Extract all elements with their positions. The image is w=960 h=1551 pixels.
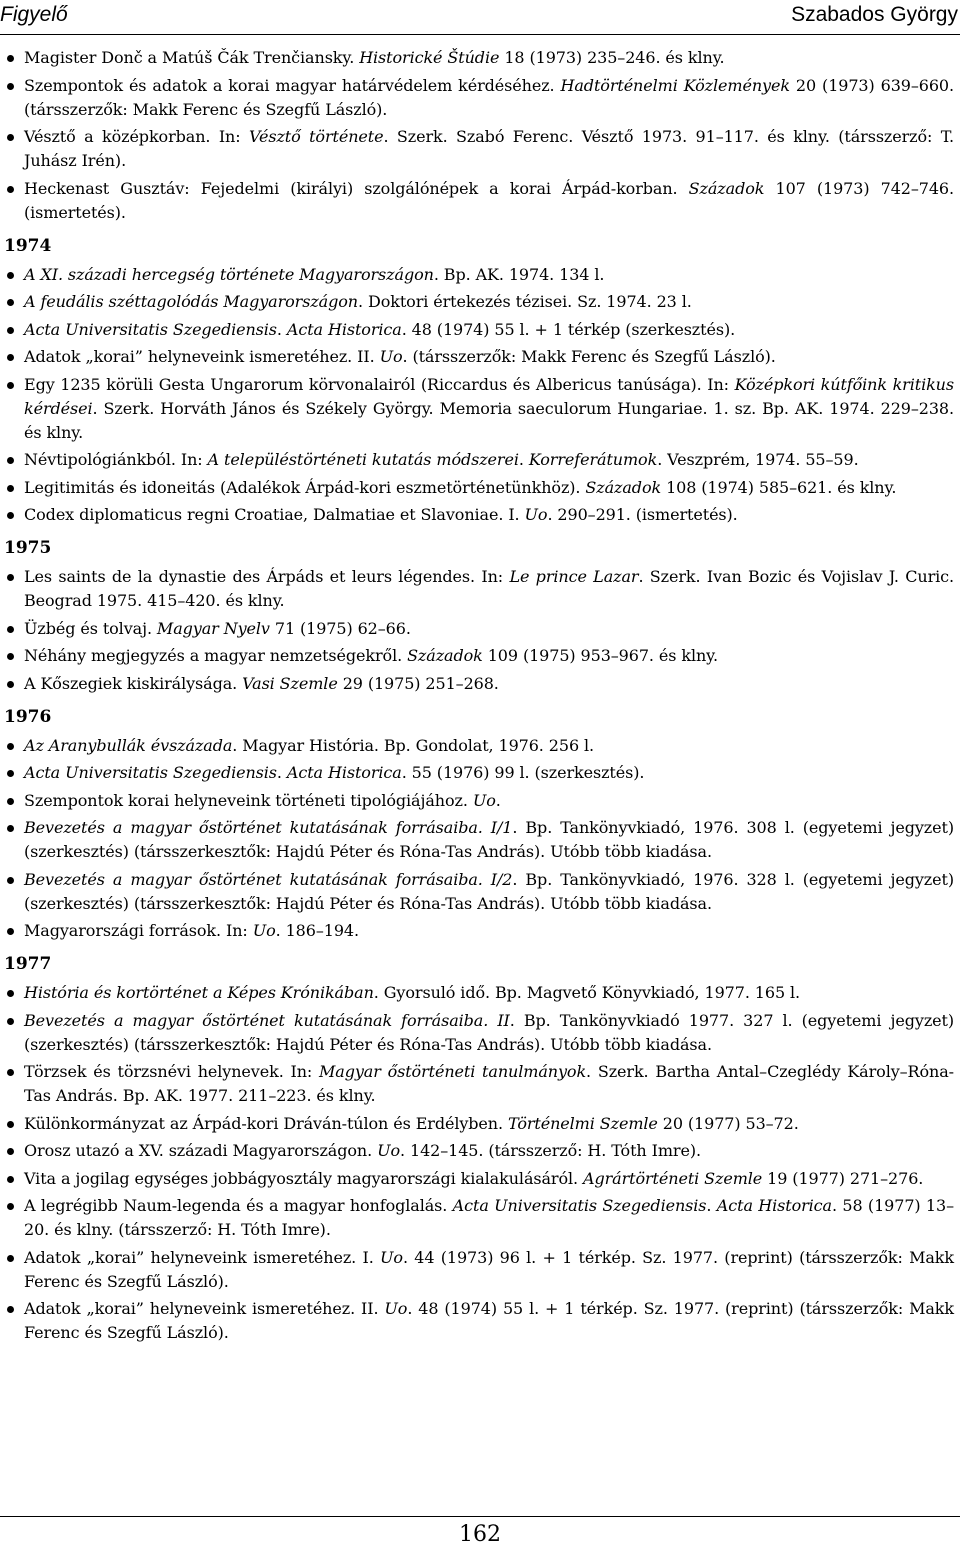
entry-text: Szempontok korai helyneveink történeti tipológiájához. bbox=[24, 790, 473, 810]
entry-title-italic: Uo bbox=[252, 921, 276, 940]
bibliography-entry bbox=[0, 1167, 958, 1191]
entry-title-italic: Acta Historica bbox=[716, 1196, 832, 1215]
entry-text: Magyarországi források. In: bbox=[24, 921, 253, 940]
bibliography-entry bbox=[0, 644, 958, 668]
bibliography-entry bbox=[0, 868, 958, 916]
entry-text: 19 (1977) 271–276. bbox=[762, 1168, 924, 1188]
entry-title-italic: Bevezetés a magyar őstörténet kutatásának forrásaiba. I/2 bbox=[24, 869, 513, 889]
entry-list bbox=[0, 981, 958, 1345]
entry-text: Adatok „korai” helyneveink ismeretéhez. II. bbox=[24, 347, 380, 366]
entry-text: Orosz utazó a XV. századi Magyarországon. bbox=[24, 1141, 378, 1160]
bibliography-entry bbox=[0, 476, 958, 500]
bibliography-list bbox=[0, 46, 958, 1349]
year-heading: 1977 bbox=[4, 954, 52, 974]
entry-title-italic: Le prince Lazar bbox=[509, 567, 639, 586]
bibliography-entry bbox=[0, 1139, 958, 1163]
entry-title-italic: Agrártörténeti Szemle bbox=[583, 1168, 763, 1188]
entry-text: 107 (1973) 742–746. (ismertetés). bbox=[24, 178, 954, 222]
entry-title-italic: Magyar Nyelv bbox=[156, 618, 270, 638]
entry-text: Legitimitás és idoneitás (Adalékok Árpád-kori eszmetörténetünkhöz). bbox=[24, 477, 586, 497]
entry-text: Vésztő a középkorban. In: bbox=[24, 127, 249, 146]
entry-text: . Gyorsuló idő. Bp. Magvető Könyvkiadó, 1977. 165 l. bbox=[373, 983, 801, 1002]
entry-text: A Kőszegiek kiskirálysága. bbox=[24, 673, 243, 693]
entry-text: Néhány megjegyzés a magyar nemzetségekről. bbox=[24, 646, 408, 665]
entry-title-italic: Uo bbox=[379, 347, 403, 366]
entry-title-italic: Uo bbox=[384, 1299, 408, 1318]
entry-text: . bbox=[518, 450, 529, 469]
entry-text: Codex diplomaticus regni Croatiae, Dalmatiae et Slavoniae. I. bbox=[24, 505, 525, 524]
bibliography-entry bbox=[0, 290, 958, 314]
entry-list bbox=[0, 263, 958, 528]
bibliography-entry bbox=[0, 672, 958, 696]
entry-title-italic: Uo bbox=[472, 790, 496, 810]
entry-text: 20 (1973) 639–660. (társszerzők: Makk Ferenc és Szegfű László). bbox=[24, 75, 954, 119]
entry-title-italic: Bevezetés a magyar őstörténet kutatásának forrásaiba. II bbox=[24, 1010, 510, 1030]
bibliography-entry bbox=[0, 761, 958, 785]
bibliography-entry bbox=[0, 919, 958, 943]
entry-title-italic: Történelmi Szemle bbox=[507, 1113, 658, 1133]
bibliography-entry bbox=[0, 1112, 958, 1136]
entry-title-italic: Uo bbox=[377, 1141, 401, 1160]
entry-title-italic: Korreferátumok bbox=[528, 450, 658, 469]
entry-title-italic: Századok bbox=[688, 178, 765, 198]
entry-text: . Doktori értekezés tézisei. Sz. 1974. 23 l. bbox=[358, 292, 692, 311]
entry-text: . 48 (1974) 55 l. + 1 térkép. Sz. 1977. (reprint) (társszerzők: Makk Ferenc és Szegfű László). bbox=[24, 1299, 954, 1342]
bibliography-entry bbox=[0, 46, 958, 70]
entry-title-italic: Hadtörténelmi Közlemények bbox=[560, 75, 790, 95]
bibliography-entry bbox=[0, 318, 958, 342]
entry-title-italic: Magyar őstörténeti tanulmányok bbox=[319, 1062, 587, 1081]
entry-title-italic: Acta Universitatis Szegediensis bbox=[24, 319, 277, 339]
entry-text: . 290–291. (ismertetés). bbox=[547, 505, 738, 524]
entry-text: 71 (1975) 62–66. bbox=[269, 618, 411, 638]
entry-title-italic: História és kortörténet a Képes Krónikában bbox=[24, 983, 374, 1002]
entry-text: Les saints de la dynastie des Árpáds et leurs légendes. In: bbox=[24, 567, 510, 586]
entry-text: Heckenast Gusztáv: Fejedelmi (királyi) szolgálónépek a korai Árpád-korban. bbox=[24, 178, 689, 198]
entry-text: Névtipológiánkból. In: bbox=[24, 450, 208, 469]
entry-text: 18 (1973) 235–246. és klny. bbox=[499, 48, 725, 67]
bibliography-entry bbox=[0, 816, 958, 864]
entry-text: Adatok „korai” helyneveink ismeretéhez. I. bbox=[24, 1247, 381, 1267]
entry-title-italic: Bevezetés a magyar őstörténet kutatásának forrásaiba. I/1 bbox=[24, 818, 513, 837]
entry-text: . bbox=[495, 790, 501, 810]
year-heading: 1975 bbox=[4, 538, 52, 558]
entry-text: . Bp. Tankönyvkiadó, 1976. 328 l. (egyetemi jegyzet) (szerkesztés) (társszerkesztők: Hajdú Péter és Róna-Tas András). Utóbb több kiadása. bbox=[24, 869, 954, 913]
bibliography-entry bbox=[0, 448, 958, 472]
entry-text: . Bp. Tankönyvkiadó, 1976. 308 l. (egyetemi jegyzet) (szerkesztés) (társszerkesztők: Hajdú Péter és Róna-Tas András). Utóbb több kiadása. bbox=[24, 818, 954, 861]
bibliography-entry bbox=[0, 345, 958, 369]
bibliography-entry bbox=[0, 565, 958, 613]
bibliography-entry bbox=[0, 734, 958, 758]
entry-text: . 58 (1977) 13–20. és klny. (társszerző: H. Tóth Imre). bbox=[24, 1196, 954, 1239]
entry-list bbox=[0, 46, 958, 225]
entry-text: 29 (1975) 251–268. bbox=[337, 673, 499, 693]
bibliography-entry bbox=[0, 74, 958, 122]
entry-text: . Bp. AK. 1974. 134 l. bbox=[433, 264, 605, 284]
entry-title-italic: Vésztő története bbox=[249, 127, 384, 146]
entry-list bbox=[0, 565, 958, 696]
entry-text: A legrégibb Naum-legenda és a magyar honfoglalás. bbox=[24, 1196, 453, 1215]
entry-title-italic: A XI. századi hercegség története Magyarországon bbox=[24, 264, 434, 284]
bibliography-entry bbox=[0, 373, 958, 445]
entry-text: . 44 (1973) 96 l. + 1 térkép. Sz. 1977. (reprint) (társszerzők: Makk Ferenc és Szegfű László). bbox=[24, 1247, 954, 1291]
entry-text: . Szerk. Szabó Ferenc. Vésztő 1973. 91–117. és klny. (társszerző: T. Juhász Irén). bbox=[24, 127, 954, 170]
bibliography-entry bbox=[0, 1246, 958, 1294]
entry-text: . bbox=[276, 763, 287, 782]
bibliography-entry bbox=[0, 177, 958, 225]
bibliography-entry bbox=[0, 503, 958, 527]
entry-title-italic: Acta Universitatis Szegediensis bbox=[452, 1196, 707, 1215]
entry-text: . (társszerzők: Makk Ferenc és Szegfű László). bbox=[402, 347, 776, 366]
entry-text: . 142–145. (társszerző: H. Tóth Imre). bbox=[400, 1141, 701, 1160]
entry-title-italic: Uo bbox=[380, 1247, 403, 1267]
entry-text: Törzsek és törzsnévi helynevek. In: bbox=[24, 1062, 319, 1081]
bibliography-entry bbox=[0, 789, 958, 813]
entry-title-italic: Századok bbox=[585, 477, 662, 497]
entry-text: . 55 (1976) 99 l. (szerkesztés). bbox=[401, 763, 645, 782]
entry-text: . Szerk. Horváth János és Székely György. Memoria saeculorum Hungariae. 1. sz. Bp. AK. 1974. 229–238. és klny. bbox=[24, 398, 954, 442]
entry-text: . Veszprém, 1974. 55–59. bbox=[657, 450, 859, 469]
bibliography-entry bbox=[0, 1297, 958, 1345]
running-header bbox=[0, 0, 960, 34]
entry-text: . Bp. Tankönyvkiadó 1977. 327 l. (egyetemi jegyzet) (szerkesztés) (társszerkesztők: Hajdú Péter és Róna-Tas András). Utóbb több kiadása. bbox=[24, 1010, 954, 1054]
entry-text: Üzbég és tolvaj. bbox=[24, 618, 157, 638]
page-number: 162 bbox=[459, 1522, 501, 1547]
entry-text: Szempontok és adatok a korai magyar határvédelem kérdéséhez. bbox=[24, 75, 561, 95]
entry-title-italic: Acta Historica bbox=[286, 763, 402, 782]
entry-list bbox=[0, 734, 958, 944]
bibliography-entry bbox=[0, 617, 958, 641]
entry-title-italic: Uo bbox=[524, 505, 548, 524]
entry-text: 109 (1975) 953–967. és klny. bbox=[482, 646, 718, 665]
bibliography-entry bbox=[0, 263, 958, 287]
entry-title-italic: Historické Štúdie bbox=[359, 48, 500, 67]
entry-title-italic: Acta Historica bbox=[286, 319, 402, 339]
entry-text: 20 (1977) 53–72. bbox=[657, 1113, 799, 1133]
entry-text: Magister Donč a Matúš Čák Trenčiansky. bbox=[24, 48, 360, 67]
bibliography-entry bbox=[0, 1060, 958, 1108]
year-heading: 1976 bbox=[4, 706, 52, 727]
entry-title-italic: Az Aranybullák évszázada bbox=[24, 735, 233, 755]
bibliography-entry bbox=[0, 1194, 958, 1242]
entry-title-italic: Vasi Szemle bbox=[242, 673, 338, 693]
footer-divider bbox=[0, 1516, 960, 1517]
entry-text: . Szerk. Ivan Bozic és Vojislav J. Curic. Beograd 1975. 415–420. és klny. bbox=[24, 567, 955, 610]
header-divider bbox=[0, 34, 960, 35]
section-title: Figyelő bbox=[0, 3, 68, 26]
entry-text: Különkormányzat az Árpád-kori Dráván-túlon és Erdélyben. bbox=[24, 1113, 508, 1133]
bibliography-entry bbox=[0, 125, 958, 173]
entry-title-italic: Középkori kútfőink kritikus kérdései bbox=[24, 374, 955, 418]
entry-text: . bbox=[706, 1196, 717, 1215]
entry-text: . Magyar História. Bp. Gondolat, 1976. 256 l. bbox=[232, 735, 595, 755]
entry-text: . bbox=[276, 319, 287, 339]
entry-text: . 186–194. bbox=[275, 921, 359, 940]
author-name: Szabados György bbox=[791, 3, 958, 26]
entry-title-italic: A településtörténeti kutatás módszerei bbox=[207, 450, 519, 469]
entry-text: . 48 (1974) 55 l. + 1 térkép (szerkesztés). bbox=[401, 319, 736, 339]
entry-text: Adatok „korai” helyneveink ismeretéhez. II. bbox=[24, 1299, 385, 1318]
entry-title-italic: Századok bbox=[407, 646, 483, 665]
entry-text: 108 (1974) 585–621. és klny. bbox=[661, 477, 897, 497]
bibliography-entry bbox=[0, 981, 958, 1005]
bibliography-entry bbox=[0, 1009, 958, 1057]
entry-title-italic: Acta Universitatis Szegediensis bbox=[24, 763, 277, 782]
year-heading: 1974 bbox=[4, 235, 52, 256]
entry-text: . Szerk. Bartha Antal–Czeglédy Károly–Róna-Tas András. Bp. AK. 1977. 211–223. és klny. bbox=[24, 1062, 954, 1105]
entry-text: Vita a jogilag egységes jobbágyosztály magyarországi kialakulásáról. bbox=[24, 1168, 583, 1188]
entry-text: Egy 1235 körüli Gesta Ungarorum körvonalairól (Riccardus és Albericus tanúsága). In: bbox=[24, 374, 735, 394]
entry-title-italic: A feudális széttagolódás Magyarországon bbox=[24, 292, 358, 311]
